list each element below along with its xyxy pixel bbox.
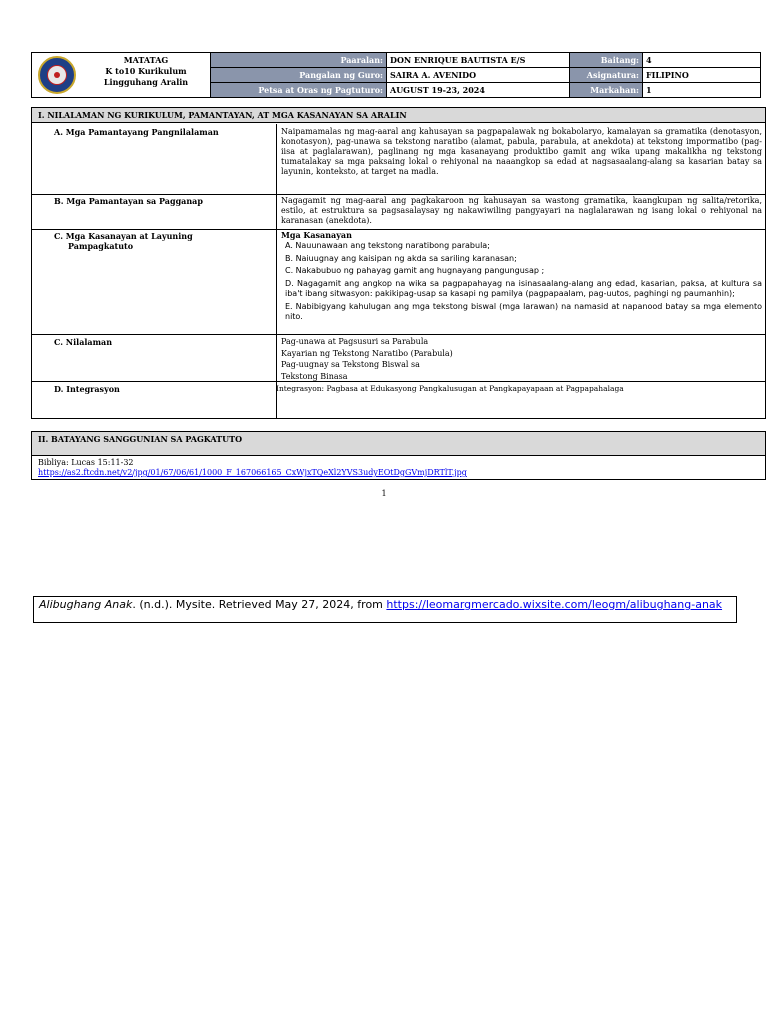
seal-inner bbox=[47, 65, 67, 85]
row-a-text: Naipamamalas ng mag-aaral ang kahusayan sa pagpapalawak ng bokabolaryo, kamalayan sa gramatika (denotasyon, konotasyon), pag-unawa sa tekstong naratibo (alamat, pabula, parabula, at anekdota) at tekstong impormatibo (pag-iisa at paglalarawan), paglinang ng mga kasanayang produktibo gamit ang wika upang makalikha ng tekstong tumatalakay sa mga paksaing lokal o rehiyonal na naaangkop sa edad at nagsasaalang-alang sa kasarian batay sa layunin, konteksto, at target na madla. bbox=[281, 127, 762, 176]
kasanayan-item-a: A. Nauunawaan ang tekstong naratibong parabula; bbox=[285, 241, 490, 250]
citation-box bbox=[33, 596, 737, 623]
citation-link[interactable]: https://leomargmercado.wixsite.com/leogm/alibughang-anak bbox=[386, 598, 723, 611]
kasanayan-subheading: Mga Kasanayan bbox=[281, 230, 352, 240]
row-divider bbox=[32, 381, 765, 382]
integrasyon-label: D. Integrasyon bbox=[54, 384, 120, 394]
section-references bbox=[31, 431, 766, 480]
row-c-label-line-2: Pampagkatuto bbox=[68, 241, 134, 251]
nilalaman-line-3: Pag-uugnay sa Tekstong Biswal sa bbox=[281, 360, 420, 369]
kasanayan-item-c: C. Nakabubuo ng pahayag gamit ang hugnayang pangungusap ; bbox=[285, 266, 545, 275]
baitang-label: Baitang: bbox=[570, 53, 643, 68]
lesson-plan-title bbox=[84, 55, 208, 88]
integrasyon-text: Integrasyon: Pagbasa at Edukasyong Pangkalusugan at Pangkapayapaan at Pagpapahalaga bbox=[276, 384, 624, 393]
baitang-value: 4 bbox=[643, 53, 760, 68]
guro-label: Pangalan ng Guro: bbox=[211, 68, 387, 83]
nilalaman-line-4: Tekstong Binasa bbox=[281, 371, 348, 381]
section-2-heading: II. BATAYANG SANGGUNIAN SA PAGKATUTO bbox=[32, 432, 765, 456]
petsa-label: Petsa at Oras ng Pagtuturo: bbox=[211, 83, 387, 97]
kasanayan-item-d: D. Nagagamit ang angkop na wika sa pagpapahayag na isinasaalang-alang ang edad, kasarian, paksa, at kultura sa iba't ibang sitwasyon: pakikipag-usap sa kasapi ng pamilya (pagpapaalam, pag-uutos, paghingi ng paumanhin); bbox=[285, 278, 762, 298]
row-b-text: Nagagamit ng mag-aaral ang pagkakaroon ng kahusayan sa wastong gramatika, kaangkupan ng salita/retorika, estilo, at estruktura sa pagsasalaysay ng nakawiwiling pangyayari na naglalarawan ng isang lokal o rehiyonal na karanasan (anekdota). bbox=[281, 196, 762, 225]
nilalaman-content bbox=[281, 336, 762, 382]
nilalaman-line-2: Kayarian ng Tekstong Naratibo (Parabula) bbox=[281, 348, 453, 358]
row-a-label: A. Mga Pamantayang Pangnilalaman bbox=[54, 127, 219, 137]
guro-value: SAIRA A. AVENIDO bbox=[387, 68, 570, 83]
title-line-3: Lingguhang Aralin bbox=[103, 77, 189, 87]
title-line-2: K to10 Kurikulum bbox=[105, 66, 187, 76]
row-c-label-line-1: C. Mga Kasanayan at Layuning bbox=[54, 231, 193, 241]
header-table bbox=[31, 52, 761, 98]
row-c-label bbox=[54, 231, 272, 251]
asignatura-value: FILIPINO bbox=[643, 68, 760, 83]
seal-center bbox=[54, 72, 60, 78]
logo-cell bbox=[32, 53, 211, 97]
paaralan-label: Paaralan: bbox=[211, 53, 387, 68]
row-divider bbox=[32, 194, 765, 195]
title-line-1: MATATAG bbox=[123, 55, 169, 65]
nilalaman-line-1: Pag-unawa at Pagsusuri sa Parabula bbox=[281, 337, 429, 346]
bible-reference: Bibliya: Lucas 15:11-32 bbox=[38, 458, 134, 467]
row-divider bbox=[32, 334, 765, 335]
row-c-content bbox=[281, 230, 762, 323]
image-link[interactable]: https://as2.ftcdn.net/v2/jpg/01/67/06/61/1000_F_167066165_CxWjxTQeXl2YVS3udyEOtDgGVmjDRTlT.jpg bbox=[38, 468, 467, 477]
nilalaman-label: C. Nilalaman bbox=[54, 337, 113, 347]
deped-seal-icon bbox=[38, 56, 76, 94]
section-curriculum bbox=[31, 107, 766, 419]
paaralan-value: DON ENRIQUE BAUTISTA E/S bbox=[387, 53, 570, 68]
asignatura-label: Asignatura: bbox=[570, 68, 643, 83]
citation-title: Alibughang Anak bbox=[39, 598, 133, 611]
kasanayan-item-e: E. Nabibigyang kahulugan ang mga tekstong biswal (mga larawan) na namasid at napanood batay sa mga elemento nito. bbox=[285, 301, 762, 321]
page-number: 1 bbox=[381, 489, 387, 498]
kasanayan-item-b: B. Naiuugnay ang kaisipan ng akda sa sariling karanasan; bbox=[285, 253, 517, 263]
citation-text: . (n.d.). Mysite. Retrieved May 27, 2024, from bbox=[132, 598, 387, 611]
column-divider bbox=[276, 124, 277, 418]
markahan-value: 1 bbox=[643, 83, 760, 97]
section-1-heading: I. NILALAMAN NG KURIKULUM, PAMANTAYAN, AT MGA KASANAYAN SA ARALIN bbox=[32, 108, 765, 123]
petsa-value: AUGUST 19-23, 2024 bbox=[387, 83, 570, 97]
markahan-label: Markahan: bbox=[570, 83, 643, 97]
row-b-label: B. Mga Pamantayan sa Pagganap bbox=[54, 196, 203, 206]
